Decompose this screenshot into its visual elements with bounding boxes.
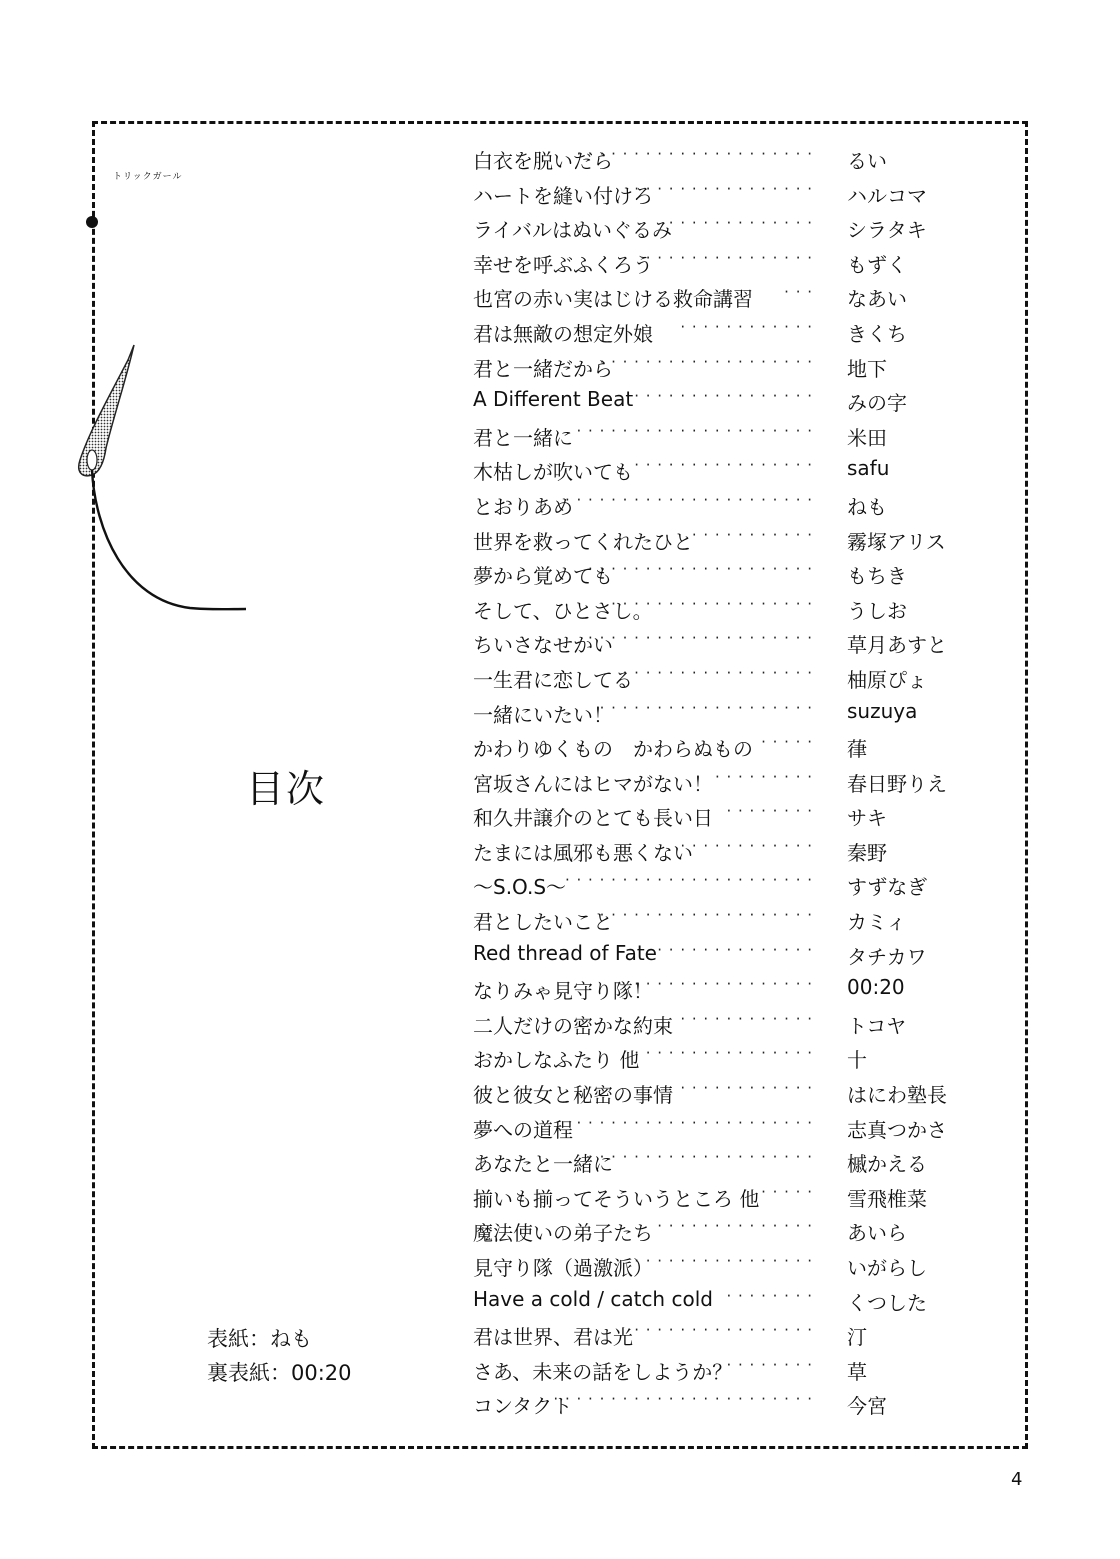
toc-author: 汀 [847, 1325, 867, 1350]
toc-row [473, 1386, 993, 1421]
toc-row [473, 937, 993, 972]
toc-row [473, 522, 993, 557]
toc-leader: · · · · · · · · · · · · · · · [645, 248, 813, 267]
toc-author: 草月あすと [847, 633, 947, 658]
toc-author: 米田 [847, 425, 887, 450]
toc-row [473, 833, 993, 868]
toc-author: きくち [847, 321, 907, 346]
toc-leader: · · · · · · · · · · · · · · · · · · · · · · · [553, 1390, 813, 1409]
toc-title: 也宮の赤い実はじける救命講習 [473, 287, 753, 312]
toc-row [473, 1075, 993, 1110]
toc-title: 幸せを呼ぶふくろう [473, 252, 653, 277]
toc-leader: · · · · · · · · · · · · · · · · · · · · · [576, 421, 813, 440]
toc-row [473, 1006, 993, 1041]
toc-author: 草 [847, 1359, 867, 1384]
toc-leader: · · · · · · · · · · · · · · · · [634, 1252, 813, 1270]
toc-leader: · · · · · · · · · · · · · · · · [634, 975, 813, 994]
toc-leader: · · · · · · · · · · · · · · · · · · · · [588, 1148, 813, 1167]
toc-row [473, 1248, 993, 1283]
toc-leader: · · · · · · · · · · · · [680, 836, 813, 855]
toc-row [473, 1040, 993, 1075]
toc-title: 見守り隊（過激派） [473, 1256, 653, 1280]
toc-row [473, 660, 993, 695]
toc-leader: · · · · · · · · · · · · · · · · · · · · · · [564, 490, 813, 509]
toc-title: 和久井譲介のとても長い日 [473, 806, 713, 831]
toc-title: とおりあめ [473, 494, 573, 519]
toc-title: 君としたいこと [473, 910, 613, 935]
toc-author: すずなぎ [847, 875, 928, 900]
toc-title: 二人だけの密かな約束 [473, 1013, 673, 1038]
toc-row [473, 141, 993, 176]
ruby-annotation: トリックガール [113, 172, 183, 182]
toc-title: ライバルはぬいぐるみ [473, 218, 672, 243]
toc-author: safu [847, 456, 890, 481]
toc-author: 地下 [847, 356, 887, 381]
toc-author: もちき [847, 564, 907, 589]
toc-row [473, 867, 993, 902]
toc-row [473, 764, 993, 799]
toc-title: 宮坂さんにはヒマがない！ [473, 771, 713, 796]
toc-leader: · · · · · · · · · · · · · · · · · · · [599, 906, 813, 925]
toc-title: 君と一緒だから [473, 356, 613, 381]
toc-leader: · · · · · · · · · · · [691, 525, 813, 544]
toc-leader: · · · · · · · · · · · · [680, 317, 813, 336]
toc-row [473, 383, 993, 418]
toc-title: おかしなふたり 他 [473, 1048, 640, 1073]
toc-author: 今宮 [847, 1394, 887, 1419]
toc-author: いがらし [847, 1256, 927, 1280]
toc-title: ちいさなせかい [473, 633, 613, 658]
toc-author: 春日野りえ [847, 771, 947, 796]
needle-thread-icon [70, 200, 270, 630]
toc-leader: · · · · · · · · · · · · · · · · [634, 456, 813, 475]
toc-leader: · · · · · · · · · [714, 767, 813, 786]
toc-leader: · · · [784, 283, 813, 302]
toc-row [473, 729, 993, 764]
toc-row [473, 1179, 993, 1214]
toc-row [473, 1144, 993, 1179]
toc-title: 木枯しが吹いても [473, 460, 633, 485]
toc-author: 葎 [847, 737, 867, 762]
toc-title: さあ、未来の話をしようか？ [473, 1359, 733, 1384]
toc-leader: · · · · · · · · · · · · · · · · [634, 1044, 813, 1063]
toc-author: タチカワ [847, 944, 927, 969]
toc-leader: · · · · · · · · · · · · · · · · [634, 1321, 813, 1340]
toc-row [473, 245, 993, 280]
toc-leader: · · · · · · · · · · · · [680, 1079, 813, 1098]
toc-author: シラタキ [847, 218, 927, 243]
toc-author: 槭かえる [847, 1152, 927, 1177]
cover-credit: 表紙：ねも [207, 1327, 312, 1351]
toc-author: くつした [847, 1290, 927, 1315]
toc-leader: · · · · · · · · · · · · · · · · · · · · [588, 629, 813, 648]
toc-row [473, 902, 993, 937]
toc-row [473, 591, 993, 626]
toc-title: 白衣を脱いだら [473, 149, 613, 173]
toc-leader: · · · · · · · · · · · · · · · · · · · [599, 698, 813, 717]
toc-leader: · · · · · · · · · · · · · · · · · · · · · [576, 1113, 813, 1132]
toc-author: あいら [847, 1221, 907, 1246]
toc-author: サキ [847, 806, 887, 831]
toc-title: A Different Beat [473, 387, 634, 412]
toc-title: そして、ひとさし。 [473, 598, 653, 623]
toc-title: 一生君に恋してる [473, 667, 633, 692]
toc-author: はにわ塾長 [847, 1083, 947, 1108]
toc-row [473, 1110, 993, 1145]
toc-title: かわりゆくもの かわらぬもの [473, 737, 753, 762]
toc-author: ねも [847, 494, 887, 519]
toc-row [473, 452, 993, 487]
toc-leader: · · · · · · · · · · · · [680, 1009, 813, 1028]
toc-author: 志真つかさ [847, 1117, 947, 1142]
toc-row [473, 487, 993, 522]
toc-title: なりみゃ見守り隊！ [473, 979, 653, 1004]
toc-title: 揃いも揃ってそういうところ 他 [473, 1186, 760, 1211]
page-number: 4 [1011, 1469, 1023, 1490]
toc-author: るい [847, 149, 887, 173]
toc-title: 君は世界、君は光 [473, 1325, 633, 1350]
toc-leader: · · · · · · · · · · · · · · · · · · · [599, 352, 813, 371]
toc-author: みの字 [847, 391, 907, 416]
toc-row [473, 210, 993, 245]
toc-row [473, 349, 993, 384]
toc-leader: · · · · · · · · · · · · · [668, 214, 813, 233]
toc-title: 夢への道程 [473, 1117, 573, 1142]
toc-row [473, 695, 993, 730]
toc-author: 秦野 [847, 840, 887, 865]
toc-author: 十 [847, 1048, 867, 1073]
toc-row [473, 1352, 993, 1387]
toc-row [473, 279, 993, 314]
toc-row [473, 418, 993, 453]
toc-author: ハルコマ [847, 183, 927, 208]
page-title: 目次 [246, 767, 327, 811]
toc-author: もずく [847, 252, 907, 277]
toc-row [473, 625, 993, 660]
back-cover-credit: 裏表紙：00:20 [207, 1361, 352, 1385]
toc-row [473, 1213, 993, 1248]
toc-leader: · · · · · · · · · · · · · · [657, 940, 813, 959]
toc-leader: · · · · · · · · [726, 1355, 813, 1374]
toc-leader: · · · · · · · · [726, 1286, 813, 1305]
toc-row [473, 176, 993, 211]
toc-title: 一緒にいたい！ [473, 702, 613, 727]
toc-row [473, 314, 993, 349]
toc-title: 〜S.O.S〜 [473, 875, 567, 900]
toc-title: 魔法使いの弟子たち [473, 1221, 653, 1246]
toc-leader: · · · · · · · · · · · · · · · · · · · · · · [564, 871, 813, 890]
toc-author: 霧塚アリス [847, 529, 946, 554]
toc-title: 君と一緒に [473, 425, 573, 450]
toc-title: 夢から覚めても [473, 564, 613, 589]
toc-row [473, 971, 993, 1006]
toc-author: トコヤ [847, 1013, 907, 1038]
toc-author: なあい [847, 287, 907, 312]
toc-leader: · · · · · · · · [726, 802, 813, 821]
toc-leader: · · · · · · · · · · · · · · · · · · · · · [576, 145, 813, 163]
toc-title: Have a cold / catch cold [473, 1286, 713, 1311]
toc-row [473, 1317, 993, 1352]
toc-leader: · · · · · · · · · · · · · · [657, 1217, 813, 1236]
toc-leader: · · · · · · · · · · · · · · · · [634, 387, 813, 406]
table-of-contents [473, 141, 993, 1421]
toc-title: 世界を救ってくれたひと [473, 529, 693, 554]
toc-title: 君は無敵の想定外娘 [473, 321, 653, 346]
toc-title: 彼と彼女と秘密の事情 [473, 1083, 673, 1108]
toc-leader: · · · · · · · · · · · · · · · · · · [611, 594, 813, 613]
toc-author: カミィ [847, 910, 907, 935]
toc-leader: · · · · · [761, 733, 813, 752]
toc-author: うしお [847, 598, 907, 623]
toc-title: Red thread of Fate [473, 940, 657, 965]
toc-title: ハートを縫い付けろ [473, 183, 653, 208]
toc-title: コンタクト [473, 1394, 573, 1419]
toc-author: 柚原ぴょ [847, 667, 927, 692]
toc-leader: · · · · · · · · · · · · · · · · · · · · [588, 560, 813, 579]
credits [207, 1322, 352, 1390]
toc-leader: · · · · · [761, 1182, 813, 1201]
toc-leader: · · · · · · · · · · · · · · · · · [622, 663, 813, 682]
toc-leader: · · · · · · · · · · · · · · · · [634, 179, 813, 198]
toc-author: 00:20 [847, 975, 905, 1000]
toc-row [473, 798, 993, 833]
toc-author: 雪飛椎菜 [847, 1186, 927, 1211]
toc-row [473, 556, 993, 591]
toc-row [473, 1283, 993, 1318]
toc-title: たまには風邪も悪くない [473, 840, 693, 865]
toc-title: あなたと一緒に [473, 1152, 613, 1177]
toc-author: suzuya [847, 698, 918, 723]
